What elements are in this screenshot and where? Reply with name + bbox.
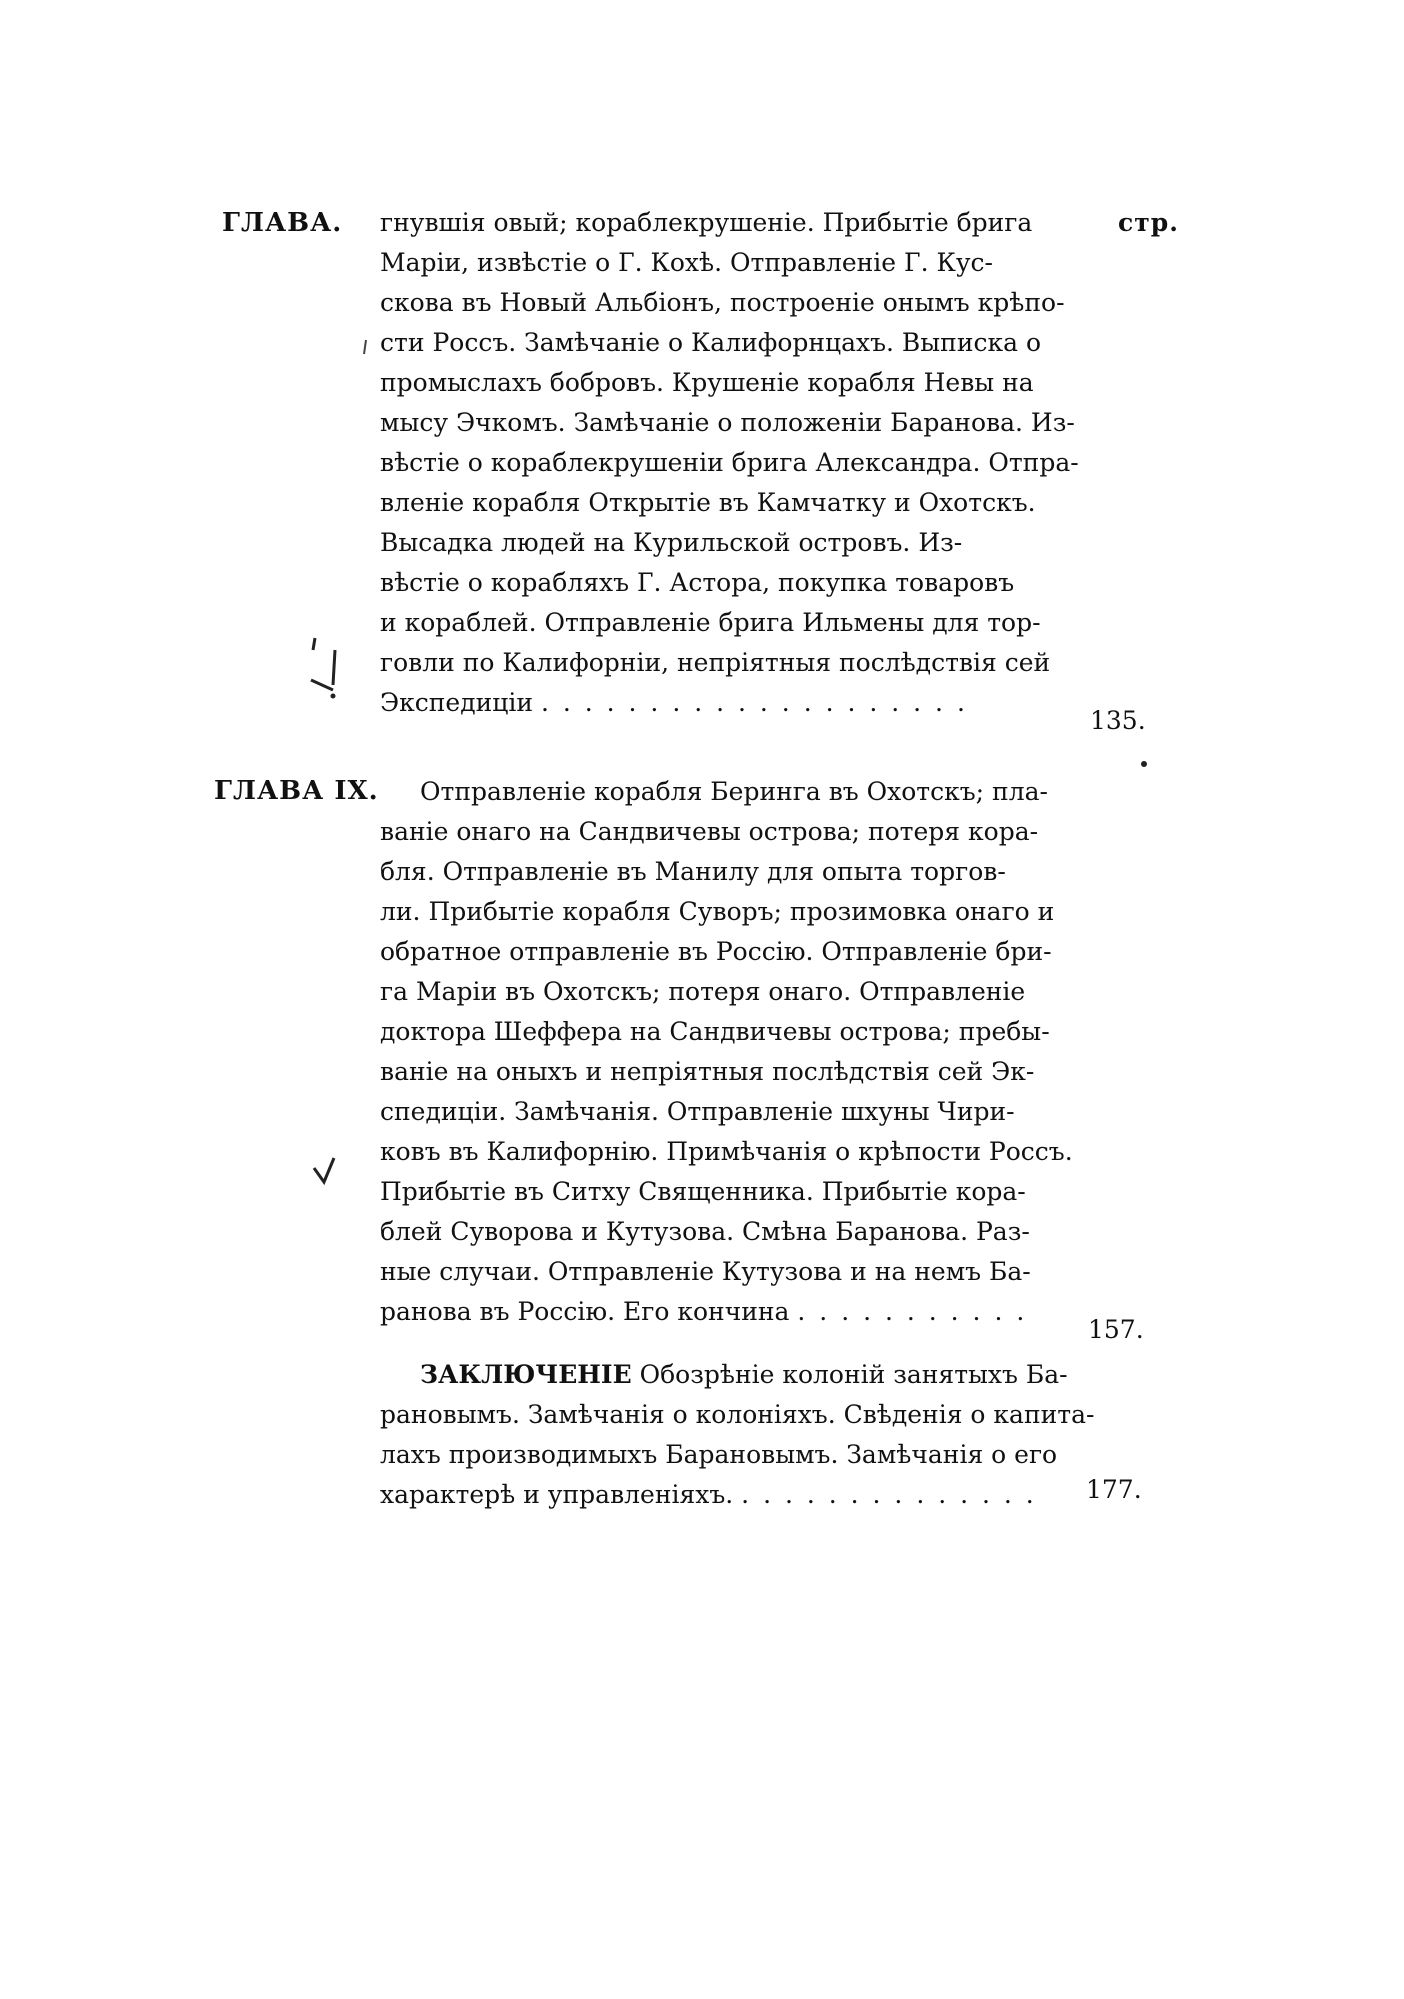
contents-line: бля. Отправленіе въ Манилу для опыта торгов-	[380, 857, 1006, 886]
pencil-check-mark-icon	[305, 630, 345, 710]
chapter-label-ix: ГЛАВА IX.	[214, 776, 379, 806]
contents-line: рановымъ. Замѣчанія о колоніяхъ. Свѣденія о капита-	[380, 1400, 1095, 1429]
contents-line: сти Россъ. Замѣчаніе о Калифорнцахъ. Выписка о	[380, 328, 1042, 357]
contents-line: доктора Шеффера на Сандвичевы острова; пребы-	[380, 1017, 1050, 1046]
contents-line: ваніе на оныхъ и непріятныя послѣдствія сей Эк-	[380, 1057, 1035, 1086]
contents-line-text: характерѣ и управленіяхъ.	[380, 1480, 734, 1509]
contents-line: ли. Прибытіе корабля Суворъ; прозимовка онаго и	[380, 897, 1055, 926]
contents-line: вѣстіе о корабляхъ Г. Астора, покупка товаровъ	[380, 568, 1015, 597]
contents-line: Прибытіе въ Ситху Священника. Прибытіе кора-	[380, 1177, 1026, 1206]
contents-line: мысу Эчкомъ. Замѣчаніе о положеніи Баранова. Из-	[380, 408, 1075, 437]
contents-line: гнувшія овый; кораблекрушеніе. Прибытіе брига	[380, 208, 1033, 237]
pencil-check-mark-icon	[310, 1152, 350, 1192]
contents-line: скова въ Новый Альбіонъ, построеніе онымъ крѣпо-	[380, 288, 1065, 317]
contents-last-line	[380, 683, 1085, 723]
contents-last-line	[380, 1292, 1085, 1332]
contents-line: га Маріи въ Охотскъ; потеря онаго. Отправленіе	[380, 977, 1026, 1006]
contents-line: и кораблей. Отправленіе брига Ильмены для тор-	[380, 608, 1041, 637]
contents-line: спедиціи. Замѣчанія. Отправленіе шхуны Чири-	[380, 1097, 1015, 1126]
conclusion-heading: ЗАКЛЮЧЕНІЕ	[420, 1360, 632, 1389]
contents-line: Отправленіе корабля Беринга въ Охотскъ; пла-	[420, 777, 1048, 806]
contents-line: обратное отправленіе въ Россію. Отправленіе бри-	[380, 937, 1052, 966]
contents-line: промыслахъ бобровъ. Крушеніе корабля Невы на	[380, 368, 1034, 397]
contents-line: блей Суворова и Кутузова. Смѣна Баранова. Раз-	[380, 1217, 1030, 1246]
contents-line-text: ранова въ Россію. Его кончина	[380, 1297, 790, 1326]
contents-line: лахъ производимыхъ Барановымъ. Замѣчанія о его	[380, 1440, 1058, 1469]
contents-line: говли по Калифорніи, непріятныя послѣдствія сей	[380, 648, 1051, 677]
page-ref-177: 177.	[1086, 1475, 1142, 1504]
contents-last-line	[380, 1475, 1085, 1515]
chapter-label-prev: ГЛАВА.	[222, 208, 343, 238]
page-column-header: стр.	[1118, 208, 1179, 237]
chapter-prev-contents	[380, 203, 1085, 723]
chapter-ix-contents	[380, 772, 1085, 1332]
page-ref-135: 135.	[1090, 706, 1146, 735]
contents-line: ные случаи. Отправленіе Кутузова и на немъ Ба-	[380, 1257, 1031, 1286]
contents-line-text: Экспедиціи	[380, 688, 534, 717]
pencil-tick-icon	[360, 338, 372, 358]
conclusion-contents	[380, 1355, 1095, 1515]
page-ref-157: 157.	[1088, 1315, 1144, 1344]
contents-line: вѣстіе о кораблекрушеніи брига Александра. Отпра-	[380, 448, 1079, 477]
leader-dots: . . . . . . . . . . .	[797, 1297, 1028, 1326]
conclusion-first-line	[380, 1355, 1085, 1395]
contents-line: вленіе корабля Открытіе въ Камчатку и Охотскъ.	[380, 488, 1036, 517]
contents-line: Маріи, извѣстіе о Г. Кохѣ. Отправленіе Г. Кус-	[380, 248, 993, 277]
contents-line: ковъ въ Калифорнію. Примѣчанія о крѣпости Россъ.	[380, 1137, 1073, 1166]
leader-dots: . . . . . . . . . . . . . .	[741, 1480, 1037, 1509]
contents-line-text: Обозрѣніе колоній занятыхъ Ба-	[639, 1360, 1068, 1389]
contents-line: ваніе онаго на Сандвичевы острова; потеря кора-	[380, 817, 1039, 846]
contents-line: Высадка людей на Курильской островъ. Из-	[380, 528, 963, 557]
pencil-dot-icon	[1138, 758, 1150, 770]
leader-dots: . . . . . . . . . . . . . . . . . . . .	[540, 688, 968, 717]
